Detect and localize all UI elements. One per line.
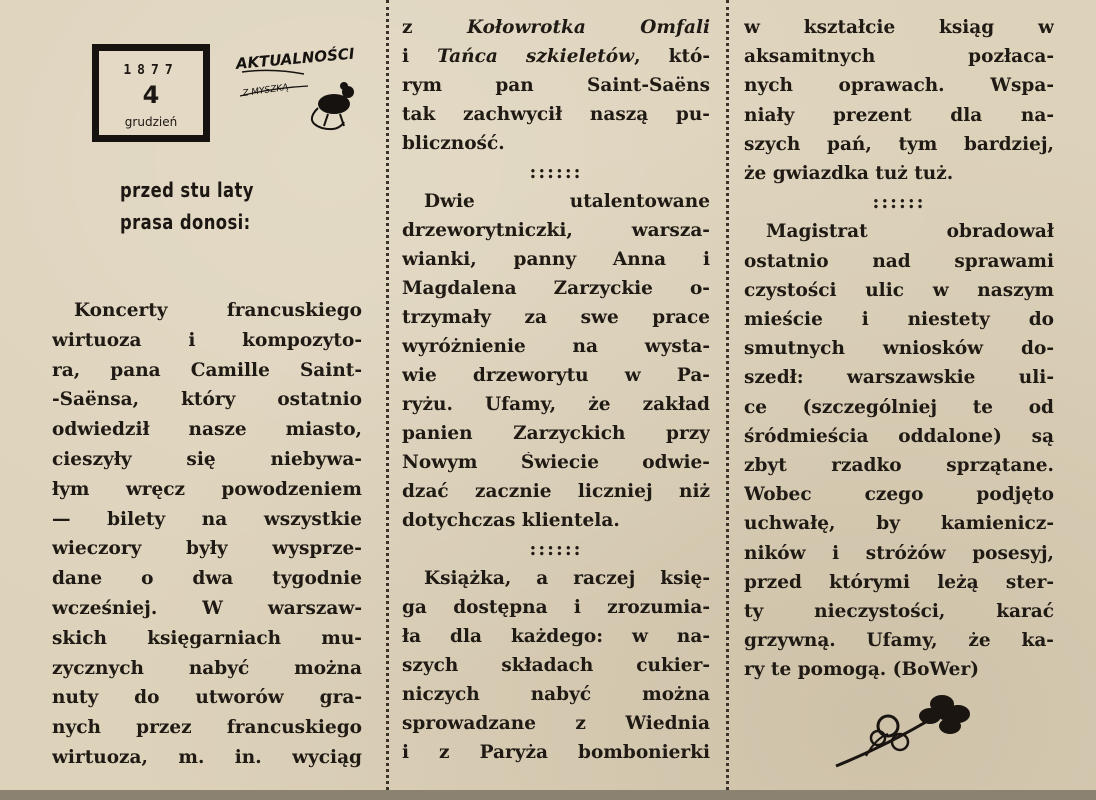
text-line: nuty do utworów gra-	[52, 687, 362, 709]
text-line: grzywną. Ufamy, że ka-	[744, 630, 1054, 652]
text-line: łym wręcz powodzeniem	[52, 478, 362, 500]
header-line-1: przed stu laty	[120, 178, 254, 202]
text-line: Dwie utalentowane	[424, 191, 710, 212]
text-line: ::::::	[529, 162, 583, 183]
text-line: wianki, panny Anna i	[402, 249, 710, 270]
text-line: Wobec czego podjęto	[744, 484, 1054, 506]
text-line: rym pan Saint-Saëns	[402, 75, 710, 96]
column-separator-2	[726, 0, 729, 790]
text-line: szych pań, tym bardziej,	[744, 133, 1054, 155]
text-line: ra, pana Camille Saint-	[52, 359, 362, 381]
text-line: panien Zarzyckich przy	[402, 423, 710, 444]
text-line: ników i stróżów posesyj,	[744, 542, 1054, 564]
mouse-icon	[312, 82, 354, 129]
text-line: ła dla każdego: w na-	[402, 626, 710, 647]
text-line: szedł: warszawskie uli-	[744, 367, 1054, 389]
aktualnosci-logo	[232, 42, 368, 138]
section-header	[120, 174, 284, 238]
text-line: ty nieczystości, karać	[744, 601, 1054, 622]
text-line: Magdalena Zarzyckie o-	[402, 278, 710, 299]
text-line: Magistrat obradował	[766, 221, 1054, 243]
column-separator-1	[386, 0, 389, 790]
text-line: ga dostępna i zrozumia-	[402, 597, 710, 618]
scan-bottom-edge	[0, 790, 1096, 800]
text-line: tak zachwycił naszą pu-	[402, 104, 710, 125]
text-line: szych składach cukier-	[402, 655, 710, 676]
text-line: mieście i niestety do	[744, 309, 1054, 330]
text-line: -Saënsa, który ostatnio	[52, 389, 362, 411]
text-line: niczych nabyć można	[402, 684, 710, 705]
flower-ornament	[826, 686, 996, 776]
date-year: 1877	[123, 63, 179, 78]
text-line: nych przez francuskiego	[52, 717, 362, 739]
text-line: dane o dwa tygodnie	[52, 568, 362, 590]
text-line: wyróżnienie na wysta-	[402, 336, 710, 357]
text-line: ostatnio nad sprawami	[744, 250, 1054, 272]
text-line: ce (szczególniej te od	[744, 396, 1054, 418]
text-line: wirtuoza, m. in. wyciąg	[52, 747, 362, 768]
text-line: z Kołowrotka Omfali	[402, 17, 710, 38]
date-month: grudzień	[124, 115, 178, 129]
logo-title: AKTUALNOŚCI	[235, 44, 356, 73]
text-line: bliczność.	[402, 133, 505, 154]
text-line: Koncerty francuskiego	[74, 300, 362, 321]
text-line: Książka, a raczej księ-	[424, 568, 710, 589]
text-line: dzać zacznie liczniej niż	[402, 481, 710, 502]
header-line-2: prasa donosi:	[120, 210, 251, 234]
text-line: Nowym Świecie odwie-	[402, 452, 710, 473]
text-line: że gwiazdka tuż tuż.	[744, 163, 954, 184]
text-line: cieszyły się niebywa-	[52, 449, 362, 470]
text-line: śródmieścia oddalone) są	[744, 425, 1054, 447]
text-line: w kształcie ksiąg w	[744, 17, 1054, 38]
text-line: drzeworytniczki, warsza-	[402, 220, 710, 241]
text-line: — bilety na wszystkie	[52, 508, 362, 530]
logo-subtitle: Z MYSZKĄ	[241, 82, 290, 100]
text-line: wcześniej. W warszaw-	[52, 598, 362, 619]
text-line: ryżu. Ufamy, że zakład	[402, 394, 710, 415]
text-line: sprowadzane z Wiednia	[402, 713, 710, 734]
text-line: ::::::	[872, 192, 926, 214]
text-line: dotychczas klientela.	[402, 510, 620, 531]
date-box	[92, 44, 210, 142]
text-line: nych oprawach. Wspa-	[744, 75, 1054, 97]
text-line: wie drzeworytu w Pa-	[402, 365, 710, 386]
text-line: i z Paryża bombonierki	[402, 742, 710, 763]
text-line: ::::::	[529, 539, 583, 560]
text-line: odwiedził nasze miasto,	[52, 419, 362, 441]
text-line: zbyt rzadko sprzątane.	[744, 455, 1054, 476]
text-line: trzymały za swe prace	[402, 307, 710, 328]
text-line: smutnych wniosków do-	[744, 338, 1054, 360]
text-line: i Tańca szkieletów, któ-	[402, 46, 710, 67]
date-day: 4	[142, 81, 160, 109]
text-line: czystości ulic w naszym	[744, 279, 1054, 301]
text-line: ry te pomogą. (BoWer)	[744, 659, 979, 681]
text-line: aksamitnych pozłaca-	[744, 46, 1054, 68]
text-line: wirtuoza i kompozyto-	[52, 329, 362, 351]
text-line: niały prezent dla na-	[744, 104, 1054, 126]
text-line: skich księgarniach mu-	[52, 627, 362, 649]
text-line: zycznych nabyć można	[52, 657, 362, 679]
text-line: przed którymi leżą ster-	[744, 571, 1054, 593]
text-line: wieczory były wysprze-	[52, 538, 362, 560]
text-line: uchwałę, by kamienicz-	[744, 513, 1054, 535]
